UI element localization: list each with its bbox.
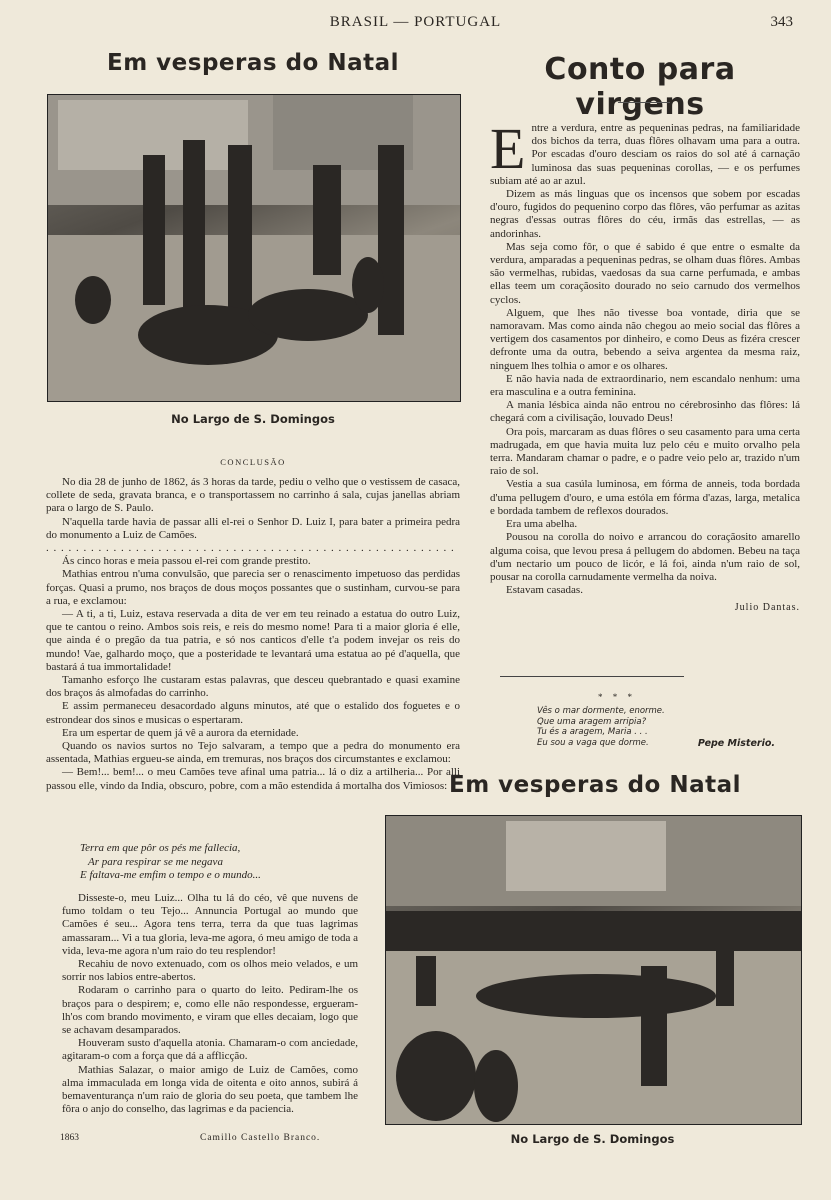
verse-line: Terra em que pôr os pés me fallecia, — [80, 842, 241, 854]
right-photo-heading: Em vesperas do Natal — [448, 772, 742, 798]
story-paragraph: Vestia a sua casúla luminosa, em fórma de anneis, toda bordada d'uma pellugem d'ouro, e uma estóla em fórma d'azas, larga, metalica e bordada tambem de reflexos dourados. — [490, 478, 800, 517]
camoes-verse — [80, 842, 440, 883]
story-paragraph: Era uma abelha. — [506, 518, 578, 531]
body-paragraph: — A ti, a ti, Luiz, estava reservada a dita de ver em teu reinado a estatua do outro Luiz, que te cantou o reino. Ambos sois reis, e reis do mesmo nome! Para ti a maior gloria é elle, que ainda é o pregão da tua patria, e só nos canticos d'elle t'a podem invejar os reis do mundo! Vae, galhardo moço, que a posteridade te levantará uma estatua ao pé d'aquella, que bastará á tua immortalidade! — [46, 608, 460, 673]
turkeys-market-photo — [47, 94, 461, 402]
body-paragraph: Era um espertar de quem já vê a aurora da eternidade. — [62, 726, 299, 739]
drop-cap: E — [490, 116, 526, 181]
footer-author: Camillo Castello Branco. — [200, 1133, 321, 1143]
section-rule — [500, 676, 684, 677]
body-paragraph: Disseste-o, meu Luiz... Olha tu lá do céo, vê que nuvens de fumo toldam o teu Tejo... Annuncia Portugal ao mundo que Camões é seu... Agora tens terra, terra da que tuas lagrimas amassaram... Vi a tua gloria, leva-me agora, ó meu amigo de toda a vida, leva-me agora n'um raio do teu resplendor! — [62, 892, 358, 957]
body-paragraph: Quando os navios surtos no Tejo salvaram, a tempo que a pedra do monumento era assentada, Mathias ergueu-se ainda, em tremuras, nos braços dos circumstantes e exclamou: — [46, 740, 460, 766]
left-photo-heading: Em vesperas do Natal — [106, 50, 400, 76]
quatrain-line: Eu sou a vaga que dorme. — [537, 737, 649, 748]
body-paragraph: Ás cinco horas e meia passou el-rei com grande prestito. — [62, 555, 311, 568]
verse-line: Ar para respirar se me negava — [88, 855, 223, 868]
quatrain-line: Vês o mar dormente, enorme. — [537, 706, 665, 716]
magazine-title: BRASIL — PORTUGAL — [329, 14, 502, 30]
verse-line: E faltava-me emfim o tempo e o mundo... — [80, 869, 261, 881]
left-photo-caption: No Largo de S. Domingos — [171, 412, 335, 426]
body-paragraph: No dia 28 de junho de 1862, ás 3 horas da tarde, pediu o velho que o vestissem de casaca, collete de seda, gravata branca, e o transportassem no carrinho á sala, cujas janellas abriam para o largo de S. Paulo. — [46, 476, 460, 515]
body-paragraph: E assim permaneceu desacordado alguns minutos, até que o estalido dos foguetes e o estrondear dos sinos e musicas o espertaram. — [46, 700, 460, 726]
story-paragraph: Estavam casadas. — [506, 584, 583, 597]
page-number: 343 — [770, 14, 793, 30]
story-paragraph: E não havia nada de extraordinario, nem escandalo nenhum: uma era masculina e a outra feminina. — [490, 372, 800, 399]
body-paragraph: Mathias Salazar, o maior amigo de Luiz de Camões, como alma immaculada em longa vida de oitenta e oito annos, subirá á bemaventurança n'um raio de gloria do seu poeta, que tambem lhe fôra o anjo do conselho, das lagrimas e da paciencia. — [62, 1063, 358, 1116]
quatrain-author: Pepe Misterio. — [697, 738, 775, 749]
story-paragraph: Dizem as más linguas que os incensos que sobem por escadas d'ouro, fugidos do pequenino corpo das flôres, vão perfumar as azitas negras d'essas outras flôres do céu, irmãs das estrellas, — as andorinhas. — [490, 188, 800, 240]
body-paragraph: N'aquella tarde havia de passar alli el-rei o Senhor D. Luiz I, para bater a primeira pedra do monumento a Luiz de Camões. — [46, 515, 460, 541]
quatrain-line: Que uma aragem arripia? — [537, 716, 647, 727]
story-paragraph: Pousou na corolla do noivo e arrancou do coraçãosito amarello alguma coisa, que levou presa á pellugem do abdomen. Bebeu na taça d'um nectario um pouco de licór, e lá foi, ainda n'um raio de sol, pousar na corolla carnudamente vermelha da noiva. — [490, 531, 800, 583]
body-paragraph: — Bem!... bem!... o meu Camões teve afinal uma patria... lá o diz a artilheria... Por alli passou elle, vindo da India, obscuro, pobre, com a mão estendida á mortalha dos Vimiosos: — [46, 766, 460, 792]
body-paragraph: Mathias entrou n'uma convulsão, que parecia ser o renascimento impetuoso das perdidas forças. Quasi a prumo, nos braços de dous moços possantes que o sustinham, curvou-se para a rua, e exclamou: — [46, 568, 460, 607]
title-rule — [618, 102, 670, 103]
running-header — [0, 12, 831, 36]
square-crowd-photo — [385, 815, 802, 1125]
asterism: * * * — [598, 692, 636, 702]
story-paragraph: Alguem, que lhes não tivesse boa vontade, diria que se namoravam. Mas como ainda não chegou ao meio social das flôres a vertigem dos casamentos por dinheiro, e como Deus as fizéra crescer defronte uma da outra, bebendo a seiva argentea da mesma raiz, ninguem lhes tolhia o amor e os olhares. — [490, 306, 800, 372]
ellipsis-line: . . . . . . . . . . . . . . . . . . . . . . . . . . . . . . . . . . . . . . . . . . . . . . . . . . . . . . . — [46, 542, 455, 555]
conclusao-body-a — [46, 476, 460, 793]
quatrain-line: Tu és a aragem, Maria . . . — [537, 727, 648, 737]
story-paragraph: ntre a verdura, entre as pequeninas pedras, na familiaridade dos bichos da terra, duas flôres olhavam uma para a outra. Por escadas d'ouro desciam os raios do sol até á carnação luminosa das suas pequeninas corollas, — e os perfumes subiam até ao ar azul. — [490, 122, 800, 187]
footer-year: 1863 — [60, 1133, 79, 1143]
right-photo-caption: No Largo de S. Domingos — [510, 1132, 675, 1146]
body-paragraph: Rodaram o carrinho para o quarto do leito. Pediram-lhe os braços para o despirem; e, como elle não respondesse, ergueram-lh'os com brando movimento, e viram que elles decaiam, logo que se achavam desamparados. — [62, 984, 358, 1037]
story-paragraph: Mas seja como fôr, o que é sabido é que entre o esmalte da verdura, amparadas a pequeninas pedras, se olham duas flôres. Ambas são vermelhas, rubidas, vaedosas da sua carne perfumada, e ambas ellas teem um coraçãosito dourado no seio carnudo dos vermelhos cyclos. — [490, 240, 800, 306]
story-paragraph: A mania lésbica ainda não entrou no cérebrosinho das flôres: lá chegará com a civilisação, louvado Deus! — [490, 399, 800, 425]
story-paragraph: Ora pois, marcaram as duas flôres o seu casamento para uma certa madrugada, em que havia muita luz pelo céu e muito orvalho pela terra. Mandaram chamar o padre, e o padre veio pelo ar, trazido n'um raio de sol. — [490, 425, 800, 478]
section-label: CONCLUSÃO — [220, 457, 286, 467]
story-author: Julio Dantas. — [734, 602, 800, 614]
body-paragraph: Recahiu de novo extenuado, com os olhos meio velados, e um sorrir nos labios entre-abertos. — [62, 958, 358, 984]
body-paragraph: Houveram susto d'aquella atonia. Chamaram-o com anciedade, agitaram-o com a força que dá a afflicção. — [62, 1037, 358, 1063]
conclusao-body-b — [62, 892, 358, 1116]
body-paragraph: Tamanho esforço lhe custaram estas palavras, que desceu quebrantado e quasi examine dos braços ás almofadas do carrinho. — [46, 674, 460, 700]
story-title: Conto para virgens — [544, 52, 736, 122]
story-body — [490, 116, 800, 615]
